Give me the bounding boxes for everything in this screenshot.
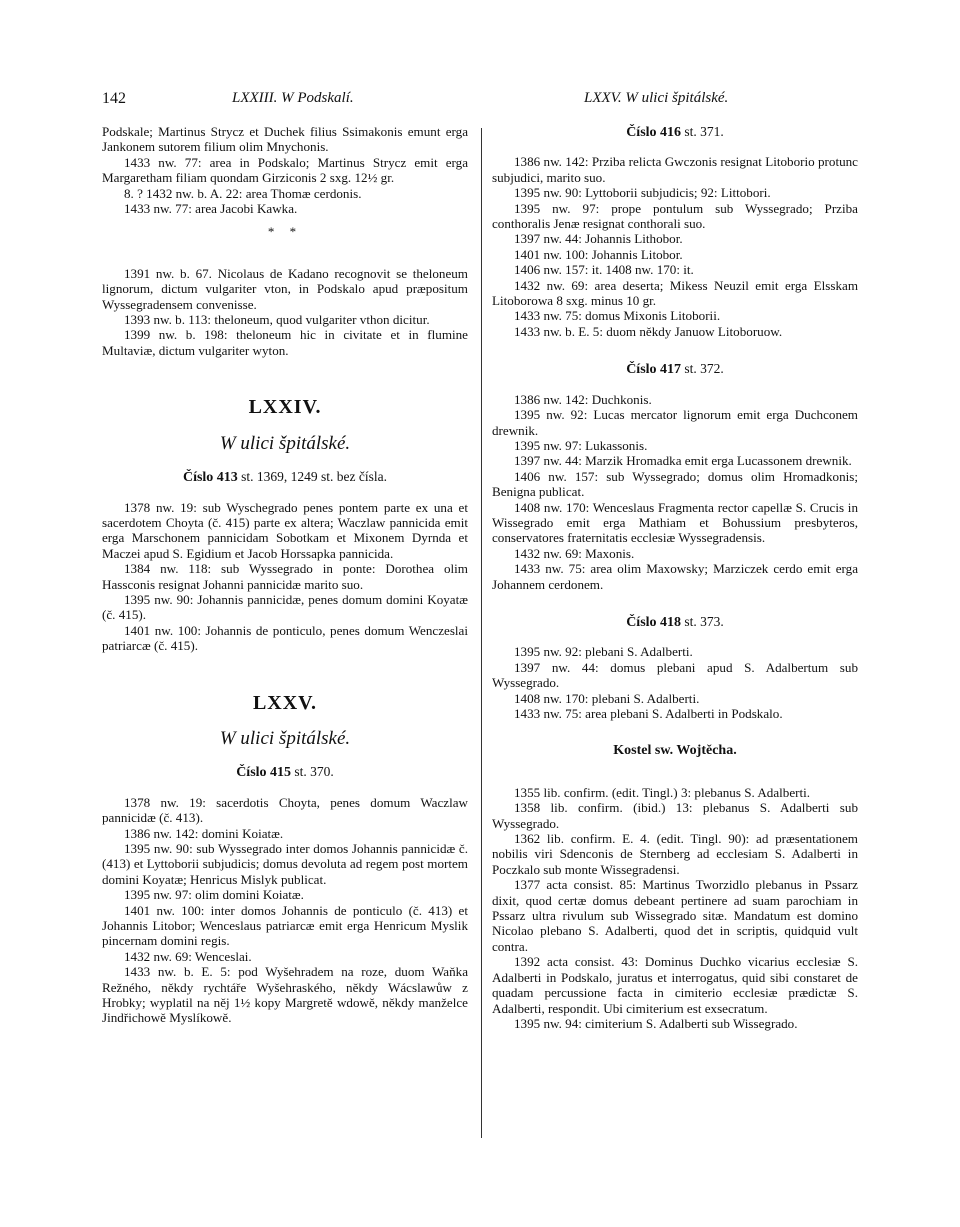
paragraph: 1433 nw. b. E. 5: pod Wyšehradem na roze, duom Waňka Režného, někdy rychtáře Wyšehraského, někdy Wácslawůw z Hrobky; wyplatil na něj 1½ kopy Margretě wdowě, někdy manželce Jindřichowě Myslíkowě.: [102, 964, 468, 1026]
house-number-heading: [492, 361, 858, 377]
house-number-label: Číslo 417: [626, 362, 682, 378]
paragraph: 1378 nw. 19: sacerdotis Choyta, penes domum Waczlaw pannicidæ (č. 413).: [102, 794, 468, 826]
paragraph: 1358 lib. confirm. (ibid.) 13: plebanus S. Adalberti sub Wyssegrado.: [492, 800, 858, 831]
house-number-heading: [102, 764, 468, 780]
paragraph: 1391 nw. b. 67. Nicolaus de Kadano recognovit se theloneum lignorum, dictum vulgariter vton, in Podskalo apud præpositum Wyssegradensem convenisse.: [102, 265, 468, 312]
house-number-label: Číslo 418: [626, 614, 682, 630]
paragraph: 1378 nw. 19: sub Wyschegrado penes pontem parte ex una et sacerdotem Choyta (č. 415) parte ex altera; Waczlaw pannicida emit erga Marschonem pannicidam Sobotkam et Mixonem Dyrnda et Maczei apud S. Egidium et Jacob Horssapka pannicida.: [102, 499, 468, 561]
paragraph: 8. ? 1432 nw. b. A. 22: area Thomæ cerdonis.: [124, 185, 362, 201]
section-subtitle: W ulici špitálské.: [219, 432, 351, 454]
paragraph: 1393 nw. b. 113: theloneum, quod vulgariter vthon dicitur.: [124, 312, 430, 328]
section-subtitle: W ulici špitálské.: [219, 727, 351, 749]
paragraph: 1384 nw. 118: sub Wyssegrado in ponte: Dorothea olim Hassconis resignat Johanni pannicidæ marito suo.: [102, 561, 468, 592]
paragraph: 1386 nw. 142: domini Koiatæ.: [124, 825, 284, 841]
house-number-detail: st. 371.: [684, 124, 724, 139]
paragraph: 1433 nw. 77: area in Podskalo; Martinus Strycz emit erga Margaretham filiam quondam Girziconis 2 sxg. 12½ gr.: [102, 154, 468, 186]
page-number: 142: [102, 90, 126, 107]
paragraph: 1377 acta consist. 85: Martinus Tworzidlo plebanus in Pssarz dixit, quod certæ domus debeant pertinere ad suam parochiam in Pssarz ultra rivulum sub Wissegrado sitæ. Mandatum est domino Nicolao plebano S. Adalberti, quod det in scriptis, quidquid vult contra.: [492, 877, 858, 954]
house-number-detail: st. 370.: [294, 764, 334, 780]
paragraph: 1433 nw. 75: domus Mixonis Litoborii.: [514, 308, 721, 324]
running-head-right: LXXV. W ulici špitálské.: [584, 90, 729, 106]
paragraph: 1432 nw. 69: Maxonis.: [514, 545, 635, 561]
paragraph: 1395 nw. 97: olim domini Koiatæ.: [124, 887, 304, 903]
paragraph: 1395 nw. 97: prope pontulum sub Wyssegrado; Prziba conthoralis Jenæ resignat conthorali suo.: [492, 200, 858, 232]
column-divider: [481, 128, 482, 1138]
paragraph: 1395 nw. 94: cimiterium S. Adalberti sub Wissegrado.: [514, 1015, 798, 1031]
paragraph: 1395 nw. 90: sub Wyssegrado inter domos Johannis pannicidæ č. (413) et Lyttoborii subjudicis; domus devoluta ad regem post mortem domini Koyatæ; Henricus Mislyk publicat.: [102, 841, 468, 887]
left-column: [102, 124, 468, 1026]
paragraph: 1392 acta consist. 43: Dominus Duchko vicarius ecclesiæ S. Adalberti in Podskalo, juratus et interrogatus, quid sibi constaret de quadam percussione facta in cimiterio ecclesiæ prædictæ S. Adalberti, respondit. Ubi cimiterium est exsecratum.: [492, 954, 858, 1016]
paragraph: 1406 nw. 157: sub Wyssegrado; domus olim Hromadkonis; Benigna publicat.: [492, 468, 858, 500]
paragraph: 1397 nw. 44: Johannis Lithobor.: [514, 231, 683, 247]
paragraph: 1355 lib. confirm. (edit. Tingl.) 3: plebanus S. Adalberti.: [514, 784, 811, 800]
house-number-heading: [492, 614, 858, 630]
paragraph: 1401 nw. 100: Johannis Litobor.: [514, 246, 683, 262]
church-heading: Kostel sw. Wojtěcha.: [613, 743, 737, 759]
house-number-detail: st. 372.: [684, 361, 724, 377]
paragraph: 1433 nw. 75: area plebani S. Adalberti in Podskalo.: [514, 706, 783, 721]
house-number-label: Číslo 416: [626, 125, 682, 140]
house-number-detail: st. 373.: [684, 613, 724, 629]
section-stars: * *: [267, 224, 303, 240]
house-number-heading: [102, 469, 468, 485]
paragraph: 1401 nw. 100: Johannis de ponticulo, penes domum Wenczeslai patriarcæ (č. 415).: [102, 622, 468, 654]
paragraph: 1397 nw. 44: domus plebani apud S. Adalbertum sub Wyssegrado.: [492, 659, 858, 691]
paragraph: 1432 nw. 69: area deserta; Mikess Neuzil emit erga Elsskam Litoborowa 8 sxg. minus 10 gr.: [492, 277, 858, 309]
running-head-left: LXXIII. W Podskalí.: [232, 90, 354, 106]
paragraph: 1395 nw. 97: Lukassonis.: [514, 437, 648, 453]
paragraph: 1433 nw. 75: area olim Maxowsky; Marziczek cerdo emit erga Johannem cerdonem.: [492, 561, 858, 592]
paragraph: 1362 lib. confirm. E. 4. (edit. Tingl. 90): ad præsentationem nobilis viri Sdenconis de Sternberg ad ecclesiam S. Adalberti in Poczkalo sub monte Wissegradensi.: [492, 831, 858, 877]
paragraph: 1395 nw. 90: Johannis pannicidæ, penes domum domini Koyatæ (č. 415).: [102, 591, 468, 623]
section-number: LXXIV.: [248, 396, 322, 419]
house-number-label: Číslo 415: [236, 765, 292, 781]
paragraph: 1399 nw. b. 198: theloneum hic in civitate et in flumine Multaviæ, dictum vulgariter wyton.: [102, 327, 468, 358]
paragraph: 1386 nw. 142: Duchkonis.: [514, 391, 652, 407]
paragraph: 1386 nw. 142: Prziba relicta Gwczonis resignat Litoborio protunc subjudici, marito suo.: [492, 154, 858, 185]
paragraph: 1432 nw. 69: Wenceslai.: [124, 948, 252, 964]
paragraph: 1408 nw. 170: plebani S. Adalberti.: [514, 690, 700, 706]
paragraph: 1395 nw. 92: Lucas mercator lignorum emit erga Duchconem drewnik.: [492, 407, 858, 438]
section-number: LXXV.: [252, 691, 318, 714]
paragraph: 1433 nw. b. E. 5: duom někdy Januow Litoboruow.: [514, 323, 783, 339]
right-column: [492, 124, 858, 1031]
house-number-label: Číslo 413: [182, 470, 238, 486]
paragraph: Podskale; Martinus Strycz et Duchek filius Ssimakonis emunt erga Jankonem sutorem filium olim Mnychonis.: [102, 124, 468, 155]
paragraph: 1395 nw. 90: Lyttoborii subjudicis; 92: Littobori.: [514, 185, 771, 201]
paragraph: 1433 nw. 77: area Jacobi Kawka.: [124, 201, 298, 217]
house-number-heading: [492, 124, 858, 140]
paragraph: 1401 nw. 100: inter domos Johannis de ponticulo (č. 413) et Johannis Litobor; Wenceslaus patriarcæ emit erga Henricum Myslik pincernam domini regis.: [102, 902, 468, 949]
paragraph: 1397 nw. 44: Marzik Hromadka emit erga Lucassonem drewnik.: [514, 453, 852, 469]
house-number-detail: st. 1369, 1249 st. bez čísla.: [241, 469, 388, 485]
paragraph: 1408 nw. 170: Wenceslaus Fragmenta rector capellæ S. Crucis in Wissegrado emit erga Mathiam et Bohussium presbyteros, conservatores fraternitatis ecclesiæ Wyssegradensis.: [492, 499, 858, 546]
paragraph: 1406 nw. 157: it. 1408 nw. 170: it.: [514, 262, 694, 278]
paragraph: 1395 nw. 92: plebani S. Adalberti.: [514, 644, 693, 660]
